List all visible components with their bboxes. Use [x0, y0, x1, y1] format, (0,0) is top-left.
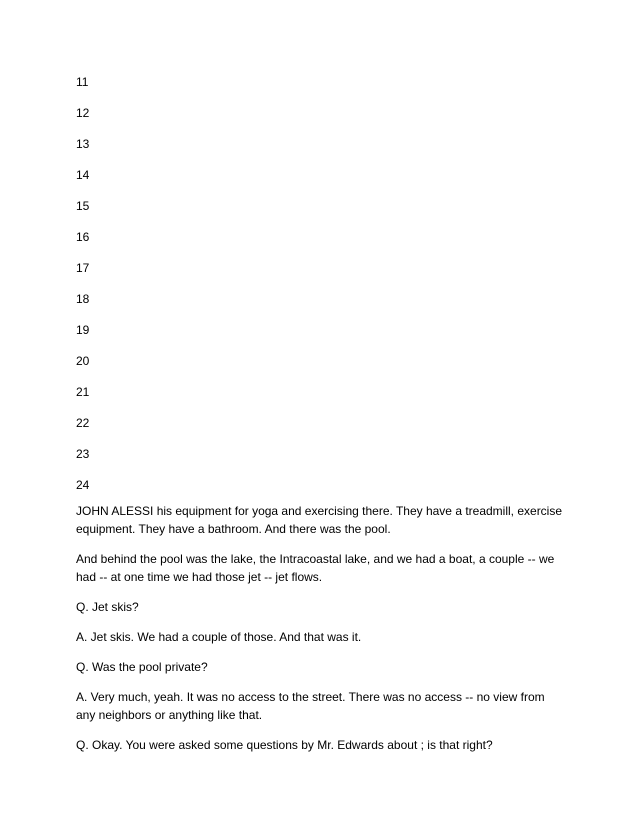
line-number: 23 [76, 447, 90, 461]
transcript-question: Q. Jet skis? [76, 600, 139, 614]
line-number: 17 [76, 261, 90, 275]
line-number: 14 [76, 168, 90, 182]
transcript-question: Q. Was the pool private? [76, 660, 208, 674]
line-number: 20 [76, 354, 90, 368]
line-number: 13 [76, 137, 90, 151]
line-number: 11 [76, 75, 89, 89]
line-number: 19 [76, 323, 90, 337]
transcript-question: Q. Okay. You were asked some questions by Mr. Edwards about ; is that right? [76, 738, 493, 752]
transcript-paragraph: JOHN ALESSI his equipment for yoga and exercising there. They have a treadmill, exercise equipment. They have a bathroom. And there was the pool. [76, 504, 563, 536]
line-number: 16 [76, 230, 90, 244]
transcript-paragraph: And behind the pool was the lake, the Intracoastal lake, and we had a boat, a couple -- we had -- at one time we had those jet -- jet flows. [76, 552, 555, 584]
transcript-body [76, 502, 566, 766]
line-number: 15 [76, 199, 90, 213]
transcript-answer: A. Very much, yeah. It was no access to the street. There was no access -- no view from any neighbors or anything like that. [76, 690, 545, 722]
line-number: 21 [76, 385, 90, 399]
line-number: 12 [76, 106, 90, 120]
line-number-column [76, 72, 89, 506]
line-number: 22 [76, 416, 90, 430]
line-number: 24 [76, 478, 90, 492]
line-number: 18 [76, 292, 90, 306]
transcript-answer: A. Jet skis. We had a couple of those. And that was it. [76, 630, 362, 644]
